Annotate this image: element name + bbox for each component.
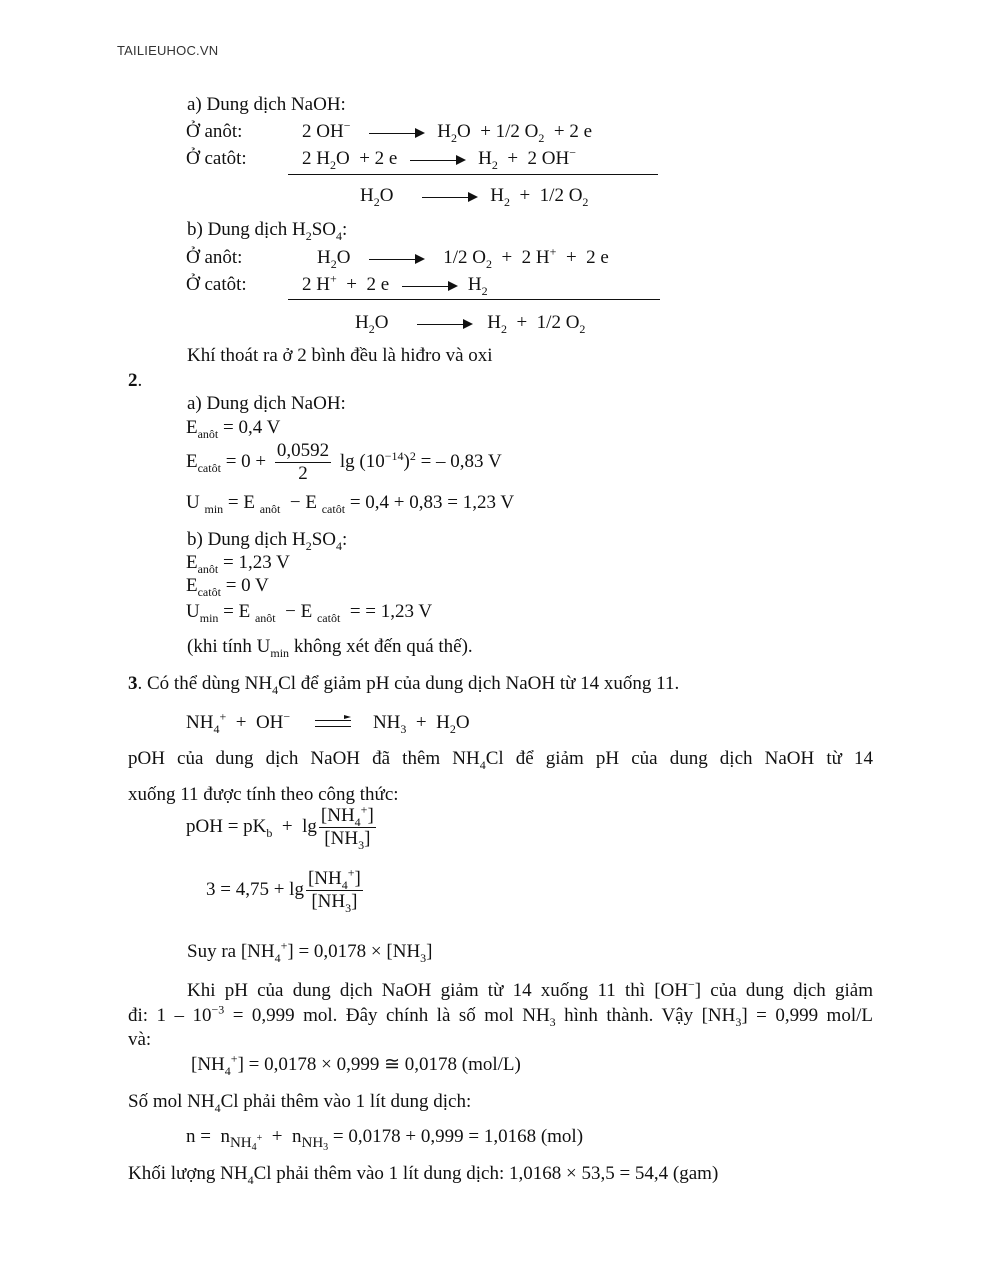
u-min-a: U $_{min}$ = E $_{anôt}$ − E $_{catôt}$ = 0,4 + 0,83 = 1,23 V [186,492,515,516]
arrow-icon [422,192,478,202]
e-anot-a: $E_{anôt} = 0,4$ V [186,417,281,441]
label-catot-b: Ở catôt: [186,274,247,295]
arrow-icon [417,319,473,329]
part2b-title: b) Dung dịch $H_2SO_4$: [187,529,348,553]
equilibrium-reaction: $NH_4^+ + OH^-$ $NH_3 + H_2O$ [186,709,470,736]
part1b-title: b) Dung dịch $H_2SO_4$: [187,219,348,243]
moles-equation: $n = n_{NH_4^+} + n_{NH_3} = 0,0178 + 0,999 = 1,0168$ (mol) [186,1126,584,1153]
e-catot-b: $E_{catôt} = 0$ V [186,575,269,599]
arrow-icon [369,254,425,264]
overpotential-note: (khi tính $U_{min}$ không xét đến quá thế). [187,636,473,660]
poh-text-line1: pOH của dung dịch NaOH đã thêm $NH_4Cl$ để giảm pH của dung dịch NaOH từ 14 [128,748,873,772]
gas-conclusion: Khí thoát ra ở 2 bình đều là hiđro và oxi [187,345,493,366]
equilibrium-arrow-icon [315,718,351,730]
part2a-title: a) Dung dịch NaOH: [187,393,346,414]
site-header: TAILIEUHOC.VN [117,43,219,58]
oh-decrease-line3: và: [128,1029,152,1050]
section-2-number: 2. [128,370,143,391]
e-catot-a: $E_{catôt} = 0$ + $\frac{0,0592}{2}$ $\lg (10^{-14})^2$ = – 0,83 V [186,440,502,484]
oh-decrease-line1: Khi pH của dung dịch NaOH giảm từ 14 xuống 11 thì [OH−] của dung dịch giảm [187,977,873,1001]
poh-formula: pOH = $pK_b + \lg$ $\frac{[NH_4^+]}{[NH_3]}$ [186,802,374,852]
u-min-b: $U_{min} = E$ $_{anôt}$ − E $_{catôt}$ = = 1,23 V [186,601,433,625]
sum-rule-b [288,299,660,300]
mass-result: Khối lượng $NH_4Cl$ phải thêm vào 1 lít dung dịch: 1,0168 × 53,5 = 54,4 (gam) [128,1163,719,1187]
h2so4-anot-reaction: $H_2O$ 1/2 $O_2 + 2$ H+ + 2 e [317,244,609,271]
label-anot-b: Ở anôt: [186,247,243,268]
moles-needed-text: Số mol $NH_4Cl$ phải thêm vào 1 lít dung dịch: [128,1091,472,1115]
sum-rule [288,174,658,175]
section-3-intro: 3. Có thể dùng $NH_4Cl$ để giảm pH của dung dịch NaOH từ 14 xuống 11. [128,673,680,697]
h2so4-catot-reaction: 2 H+ + 2 e $H_2$ [302,271,488,298]
arrow-icon [369,128,425,138]
label-catot: Ở catôt: [186,148,247,169]
poh-text-line2: xuống 11 được tính theo công thức: [128,784,399,805]
label-anot: Ở anôt: [186,121,243,142]
arrow-icon [402,281,458,291]
naoh-anot-reaction: 2 OH− $H_2O + 1/2$ $O_2 + 2$ e [302,118,593,145]
poh-formula-numeric: 3 = 4,75 + lg $\frac{[NH_4^+]}{[NH_3]}$ [206,865,361,915]
oh-decrease-line2: đi: $1 - 10^{-3} = 0,999$ mol. Đây chính là số mol $NH_3$ hình thành. Vậy $[NH_3] = 0,999$ mol/L [128,1002,873,1029]
arrow-icon [410,155,466,165]
part1a-title: a) Dung dịch NaOH: [187,94,346,115]
ratio-result: Suy ra $[NH_4^+] = 0,0178 \times [NH_3]$ [187,938,433,965]
h2so4-overall-reaction: $H_2O$ $H_2 + 1/2$ $O_2$ [355,312,586,336]
nh4-concentration: $[NH_4^+] = 0,0178 \times 0,999$ ≅ 0,0178 (mol/L) [191,1051,521,1078]
naoh-catot-reaction: 2 $H_2O + 2$ e $H_2 + 2$ OH− [302,145,577,172]
e-anot-b: $E_{anôt} = 1,23$ V [186,552,290,576]
naoh-overall-reaction: $H_2O$ $H_2 + 1/2$ $O_2$ [360,185,589,209]
